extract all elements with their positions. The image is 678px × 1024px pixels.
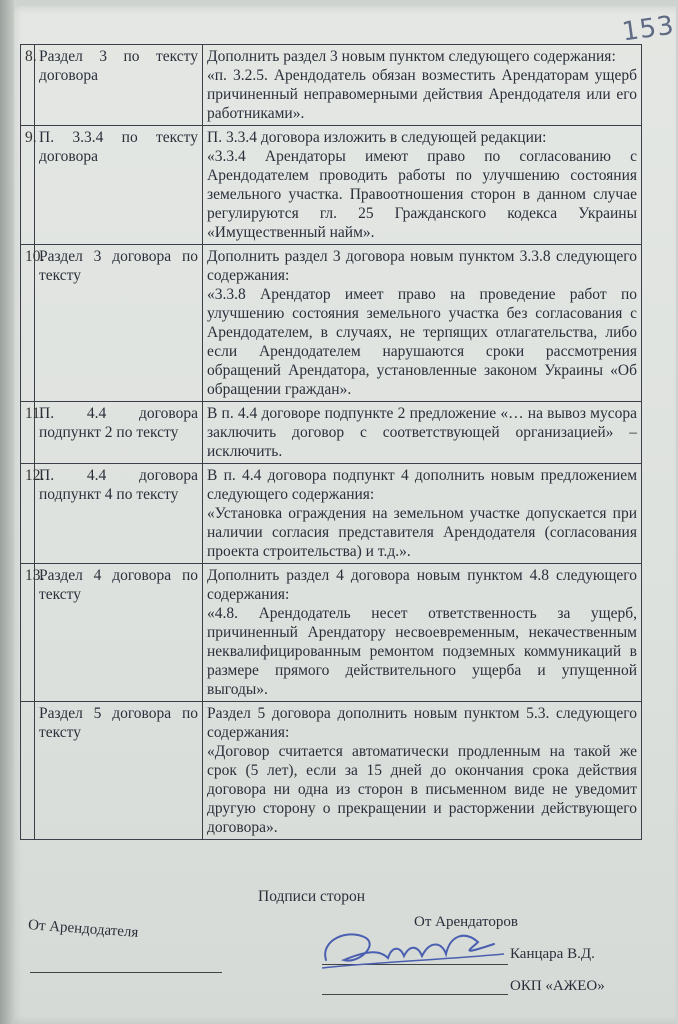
section-reference: Раздел 3 договора по тексту [35,245,203,402]
section-reference: Раздел 4 договора по тексту [35,564,203,702]
row-number: 8. [21,45,35,126]
section-reference: Раздел 5 договора по тексту [35,702,203,840]
lessee-signature-line [322,994,508,995]
page-binding [0,0,14,1024]
amendment-paragraph: Дополнить раздел 3 договора новым пунктом 3.3.8 следующего содержания: [207,248,637,284]
amendment-paragraph: «Договор считается автоматически продленным на такой же срок (5 лет), если за 15 дней до окончания срока действия договора ни одна из сторон в письменном виде не уведомит другую сторону о прекращении и расторжении действующего договора». [207,743,637,836]
amendment-text [203,402,642,464]
page-number: 153 [620,10,677,48]
lessee-name: Канцара В.Д. [510,946,595,962]
amendments-table [20,44,642,840]
amendment-paragraph: П. 3.3.4 договора изложить в следующей редакции: [207,129,547,146]
section-reference: П. 4.4 договора подпункт 2 по тексту [35,402,203,464]
signatures-title: Подписи сторон [258,888,366,905]
amendment-text [203,464,642,564]
amendment-text [203,245,642,402]
table-row [21,402,642,464]
section-reference: П. 4.4 договора подпункт 4 по тексту [35,464,203,564]
amendment-text [203,702,642,840]
section-reference: П. 3.3.4 по тексту договора [35,126,203,245]
row-number: 12. [21,464,35,564]
amendment-paragraph: Дополнить раздел 3 новым пунктом следующего содержания: [207,48,616,65]
handwritten-signature [318,920,508,980]
table-row [21,564,642,702]
row-number [21,702,35,840]
row-number: 10. [21,245,35,402]
lessor-label: От Арендодателя [27,917,139,941]
amendment-paragraph: В п. 4.4 договоре подпункте 2 предложение «… на вывоз мусора заключить договор с соответствующей организацией» – исключить. [207,405,637,460]
lessees-label: От Арендаторов [414,914,518,930]
amendment-paragraph: «4.8. Арендодатель несет ответственность за ущерб, причиненный Арендатору несвоевременным, некачественным неквалифицированным ремонтом подземных коммуникаций в размере прямого действительного ущерба и упущенной выгоды». [207,605,637,698]
amendment-paragraph: «3.3.4 Арендаторы имеют право по согласованию с Арендодателем проводить работы по улучшению состояния земельного участка. Правоотношения сторон в данном случае регулируются гл. 25 Гражданского кодекса Украины «Имущественный найм». [207,148,637,241]
amendment-paragraph: Раздел 5 договора дополнить новым пунктом 5.3. следующего содержания: [207,705,637,741]
amendment-paragraph: В п. 4.4 договора подпункт 4 дополнить новым предложением следующего содержания: [207,467,637,503]
table-row [21,245,642,402]
table-row [21,702,642,840]
amendment-paragraph: «3.3.8 Арендатор имеет право на проведение работ по улучшению состояния земельного участка без согласования с Арендодателем, в случаях, не терпящих отлагательства, либо если Арендодателем нарушаются сроки рассмотрения обращений Арендатора, установленные законом Украины «Об обращении граждан». [207,286,637,398]
amendment-paragraph: Дополнить раздел 4 договора новым пунктом 4.8 следующего содержания: [207,567,637,603]
amendment-paragraph: «п. 3.2.5. Арендодатель обязан возместить Арендаторам ущерб причиненный неправомерными действия Арендодателя или его работниками». [207,67,637,122]
lessor-signature-line [30,972,222,973]
table-row [21,464,642,564]
row-number: 9. [21,126,35,245]
table-row [21,45,642,126]
amendment-text [203,564,642,702]
row-number: 13. [21,564,35,702]
amendment-paragraph: «Установка ограждения на земельном участке допускается при наличии согласия представителя Арендодателя (согласования проекта строительства) и т.д.». [207,505,637,560]
amendment-text [203,126,642,245]
section-reference: Раздел 3 по тексту договора [35,45,203,126]
lessee-organization: ОКП «АЖЕО» [510,978,605,994]
amendment-text [203,45,642,126]
row-number: 11. [21,402,35,464]
table-row [21,126,642,245]
